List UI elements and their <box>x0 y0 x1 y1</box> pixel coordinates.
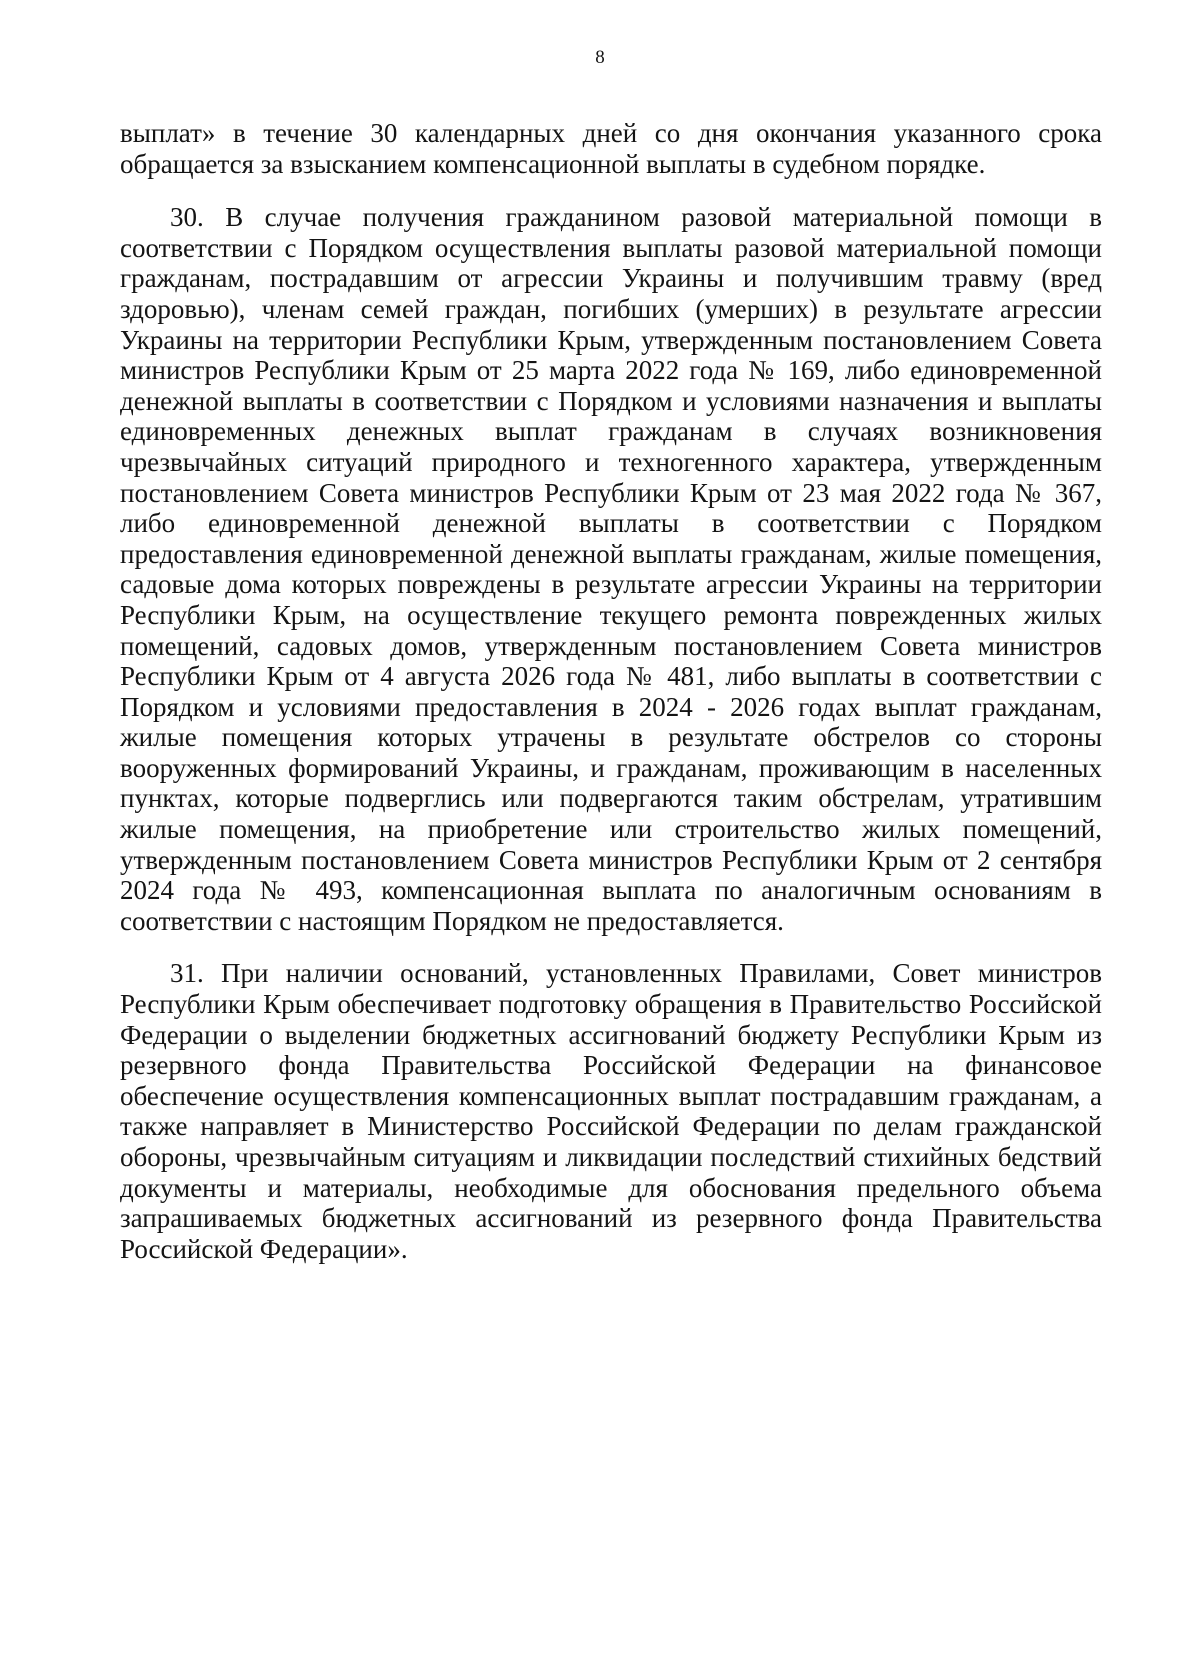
page-number: 8 <box>595 47 605 68</box>
paragraph-continuation: выплат» в течение 30 календарных дней со дня окончания указанного срока обращается за взысканием компенсационной выплаты в судебном порядке. <box>120 118 1102 179</box>
paragraph-item-31: 31. При наличии оснований, установленных Правилами, Совет министров Республики Крым обеспечивает подготовку обращения в Правительство Российской Федерации о выделении бюджетных ассигнований бюджету Республики Крым из резервного фонда Правительства Российской Федерации на финансовое обеспечение осуществления компенсационных выплат пострадавшим гражданам, а также направляет в Министерство Российской Федерации по делам гражданской обороны, чрезвычайным ситуациям и ликвидации последствий стихийных бедствий документы и материалы, необходимые для обоснования предельного объема запрашиваемых бюджетных ассигнований из резервного фонда Правительства Российской Федерации». <box>120 958 1102 1264</box>
document-body <box>120 118 1102 1264</box>
paragraph-item-30: 30. В случае получения гражданином разовой материальной помощи в соответствии с Порядком осуществления выплаты разовой материальной помощи гражданам, пострадавшим от агрессии Украины и получившим травму (вред здоровью), членам семей граждан, погибших (умерших) в результате агрессии Украины на территории Республики Крым, утвержденным постановлением Совета министров Республики Крым от 25 марта 2022 года № 169, либо единовременной денежной выплаты в соответствии с Порядком и условиями назначения и выплаты единовременных денежных выплат гражданам в случаях возникновения чрезвычайных ситуаций природного и техногенного характера, утвержденным постановлением Совета министров Республики Крым от 23 мая 2022 года № 367, либо единовременной денежной выплаты в соответствии с Порядком предоставления единовременной денежной выплаты гражданам, жилые помещения, садовые дома которых повреждены в результате агрессии Украины на территории Республики Крым, на осуществление текущего ремонта поврежденных жилых помещений, садовых домов, утвержденным постановлением Совета министров Республики Крым от 4 августа 2026 года № 481, либо выплаты в соответствии с Порядком и условиями предоставления в 2024 - 2026 годах выплат гражданам, жилые помещения которых утрачены в результате обстрелов со стороны вооруженных формирований Украины, и гражданам, проживающим в населенных пунктах, которые подверглись или подвергаются таким обстрелам, утратившим жилые помещения, на приобретение или строительство жилых помещений, утвержденным постановлением Совета министров Республики Крым от 2 сентября 2024 года № 493, компенсационная выплата по аналогичным основаниям в соответствии с настоящим Порядком не предоставляется. <box>120 202 1102 936</box>
